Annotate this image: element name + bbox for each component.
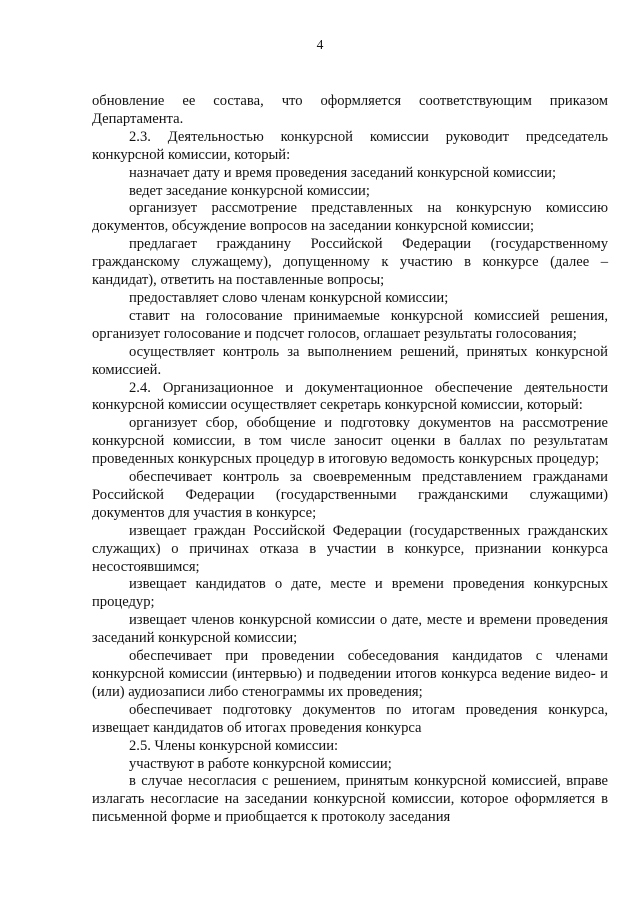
list-item-recording: обеспечивает при проведении собеседования кандидатов с членами конкурсной комиссии (интервью) и подведении итогов конкурса ведение видео- и (или) аудиозаписи либо стенограммы их проведения; (92, 648, 608, 700)
list-item-gives-floor: предоставляет слово членам конкурсной комиссии; (129, 289, 449, 306)
list-item-offers-answer: предлагает гражданину Российской Федерации (государственному гражданскому служащему), допущенному к участию в конкурсе (далее – кандидат), ответить на поставленные вопросы; (92, 236, 608, 289)
paragraph-section-2-3: 2.3. Деятельностью конкурсной комиссии руководит председатель конкурсной комиссии, который: (92, 128, 608, 163)
list-item-organizes-review: организует рассмотрение представленных на конкурсную комиссию документов, обсуждение вопросов на заседании конкурсной комиссии; (92, 200, 608, 235)
list-item-voting: ставит на голосование принимаемые конкурсной комиссией решения, организует голосование и подсчет голосов, оглашает результаты голосования; (92, 307, 608, 342)
list-item-notifies-candidates: извещает кандидатов о дате, месте и времени проведения конкурсных процедур; (92, 576, 608, 611)
list-item-participate: участвуют в работе конкурсной комиссии; (129, 755, 392, 772)
list-item-notifies-refusal: извещает граждан Российской Федерации (государственных гражданских служащих) о причинах отказа в участии в конкурсе, признании конкурса несостоявшимся; (92, 522, 608, 575)
list-item-sets-date: назначает дату и время проведения заседаний конкурсной комиссии; (129, 164, 557, 181)
list-item-leads-meeting: ведет заседание конкурсной комиссии; (129, 182, 370, 199)
list-item-controls-submission: обеспечивает контроль за своевременным представлением гражданами Российской Федерации (государственными гражданскими служащими) документов для участия в конкурсе; (92, 469, 608, 521)
paragraph-section-2-4: 2.4. Организационное и документационное обеспечение деятельности конкурсной комиссии осуществляет секретарь конкурсной комиссии, который: (92, 379, 608, 414)
paragraph-continuation: обновление ее состава, что оформляется соответствующим приказом Департамента. (92, 93, 608, 127)
page-number: 4 (316, 37, 324, 52)
list-item-notifies-members: извещает членов конкурсной комиссии о дате, месте и времени проведения заседаний конкурсной комиссии; (92, 612, 608, 647)
list-item-collects-documents: организует сбор, обобщение и подготовку документов на рассмотрение конкурсной комиссии, в том числе заносит оценки в баллах по результатам проведенных конкурсных процедур в итоговую ведомость конкурсных процедур; (92, 415, 608, 468)
list-item-disagreement: в случае несогласия с решением, принятым конкурсной комиссией, вправе излагать несогласие на заседании конкурсной комиссии, которое оформляется в письменной форме и приобщается к протоколу заседания (92, 773, 608, 826)
list-item-results-documents: обеспечивает подготовку документов по итогам проведения конкурса, извещает кандидатов об итогах проведения конкурса (92, 701, 608, 736)
list-item-control: осуществляет контроль за выполнением решений, принятых конкурсной комиссией. (92, 343, 608, 378)
document-body (92, 93, 608, 827)
paragraph-section-2-5: 2.5. Члены конкурсной комиссии: (129, 737, 339, 754)
